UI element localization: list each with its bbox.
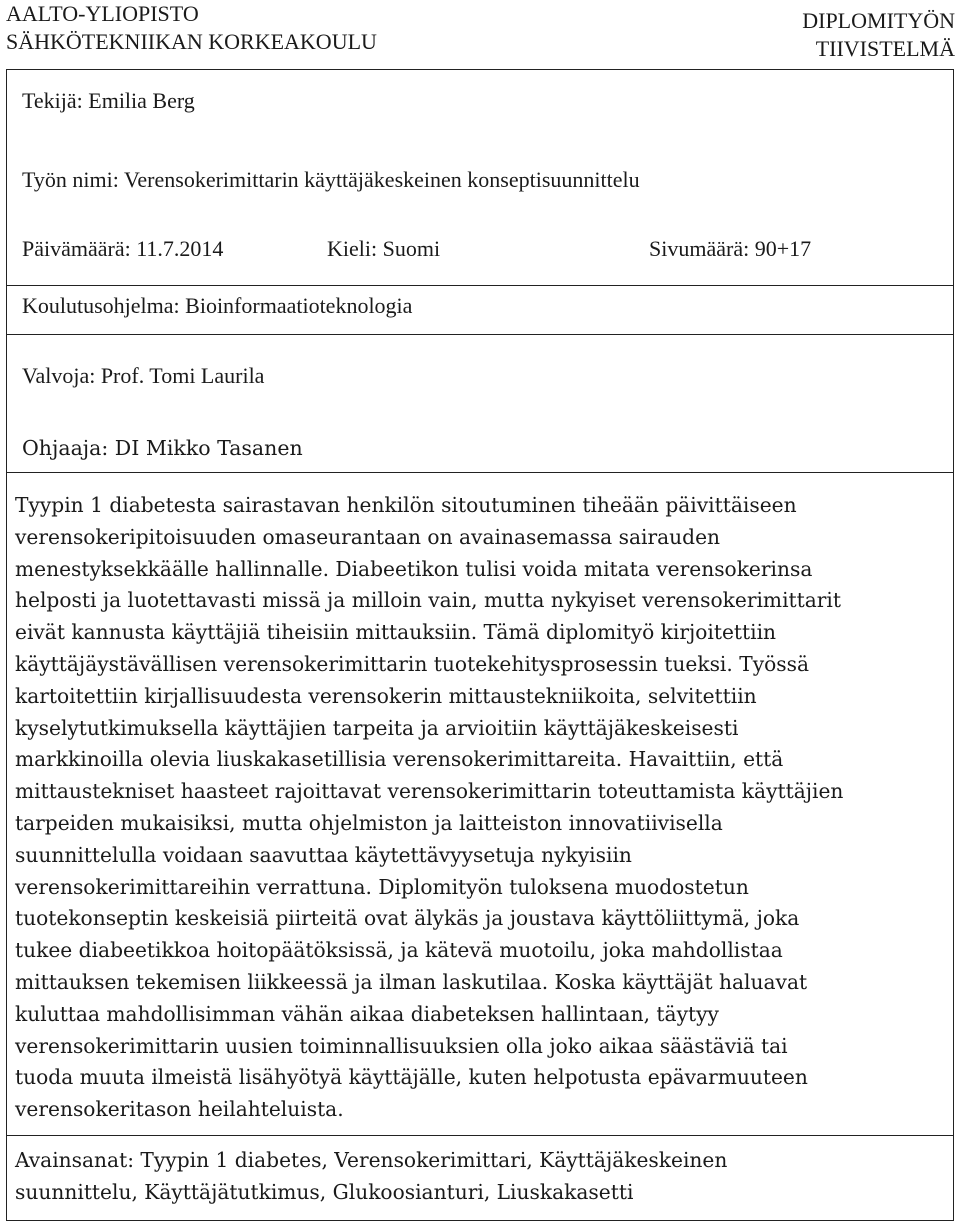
page-count-field: Sivumäärä: 90+17 — [649, 236, 812, 261]
abstract-line: tukee diabeetikkoa hoitopäätöksissä, ja kätevä muotoilu, joka mahdollistaa — [15, 938, 783, 963]
abstract-line: tuoda muuta ilmeistä lisähyötyä käyttäjälle, kuten helpotusta epävarmuuteen — [15, 1065, 808, 1090]
author-field: Tekijä: Emilia Berg — [22, 88, 195, 113]
abstract-line: kuluttaa mahdollisimman vähän aikaa diabeteksen hallintaan, täytyy — [15, 1001, 719, 1026]
abstract-line: suunnittelulla voidaan saavuttaa käytettävyysetuja nykyisiin — [15, 842, 632, 867]
author-title-section — [7, 70, 953, 285]
abstract-line: kyselytutkimuksella käyttäjien tarpeita ja arvioitiin käyttäjäkeskeisesti — [15, 715, 739, 740]
school-name: SÄHKÖTEKNIIKAN KORKEAKOULU — [6, 29, 377, 54]
supervision-section — [7, 334, 953, 472]
programme-section — [7, 285, 953, 334]
keywords-field — [15, 1145, 727, 1208]
abstract-body — [15, 490, 940, 1126]
university-name: AALTO-YLIOPISTO — [6, 1, 199, 26]
abstract-line: kartoitettiin kirjallisuudesta verensokerin mittaustekniikoita, selvitettiin — [15, 683, 757, 708]
keywords-line2: suunnittelu, Käyttäjätutkimus, Glukoosianturi, Liuskakasetti — [15, 1179, 634, 1204]
abstract-line: mittauksen tekemisen liikkeessä ja ilman laskutilaa. Koska käyttäjät haluavat — [15, 969, 808, 994]
abstract-line: verensokerimittareihin verrattuna. Diplomityön tuloksena muodostetun — [15, 874, 749, 899]
abstract-line: Tyypin 1 diabetesta sairastavan henkilön sitoutuminen tiheään päivittäiseen — [15, 493, 797, 517]
abstract-line: verensokeritason heilahteluista. — [15, 1097, 344, 1122]
abstract-line: verensokerimittarin uusien toiminnallisuuksien olla joko aikaa säästäviä tai — [15, 1033, 788, 1058]
document-type-header — [802, 7, 955, 63]
keywords-line1: Avainsanat: Tyypin 1 diabetes, Verensokerimittari, Käyttäjäkeskeinen — [15, 1148, 728, 1172]
abstract-line: mittaustekniset haasteet rajoittavat verensokerimittarin toteuttamista käyttäjien — [15, 779, 844, 804]
document-type-line2: TIIVISTELMÄ — [815, 36, 955, 61]
date-field: Päivämäärä: 11.7.2014 — [22, 236, 224, 261]
abstract-line: käyttäjäystävällisen verensokerimittarin tuotekehitysprosessin tueksi. Työssä — [15, 651, 810, 676]
supervisor-field: Valvoja: Prof. Tomi Laurila — [22, 363, 265, 388]
abstract-line: tuotekonseptin keskeisiä piirteitä ovat älykäs ja joustava käyttöliittymä, joka — [15, 906, 800, 931]
instructor-field: Ohjaaja: DI Mikko Tasanen — [22, 436, 303, 460]
thesis-title-field: Työn nimi: Verensokerimittarin käyttäjäkeskeinen konseptisuunnittelu — [22, 167, 640, 192]
abstract-line: tarpeiden mukaisiksi, mutta ohjelmiston ja laitteiston innovatiivisella — [15, 810, 723, 835]
university-header — [6, 0, 377, 56]
programme-field: Koulutusohjelma: Bioinformaatioteknologia — [22, 293, 413, 318]
abstract-line: menestyksekkäälle hallinnalle. Diabeetikon tulisi voida mitata verensokerinsa — [15, 556, 813, 581]
abstract-line: helposti ja luotettavasti missä ja milloin vain, mutta nykyiset verensokerimittarit — [15, 588, 842, 613]
document-type-line1: DIPLOMITYÖN — [802, 8, 955, 33]
abstract-line: markkinoilla olevia liuskakasetillisia verensokerimittareita. Havaittiin, että — [15, 747, 784, 772]
abstract-line: eivät kannusta käyttäjiä tiheisiin mittauksiin. Tämä diplomityö kirjoitettiin — [15, 620, 777, 645]
language-field: Kieli: Suomi — [327, 236, 441, 261]
abstract-line: verensokeripitoisuuden omaseurantaan on avainasemassa sairauden — [15, 524, 721, 549]
